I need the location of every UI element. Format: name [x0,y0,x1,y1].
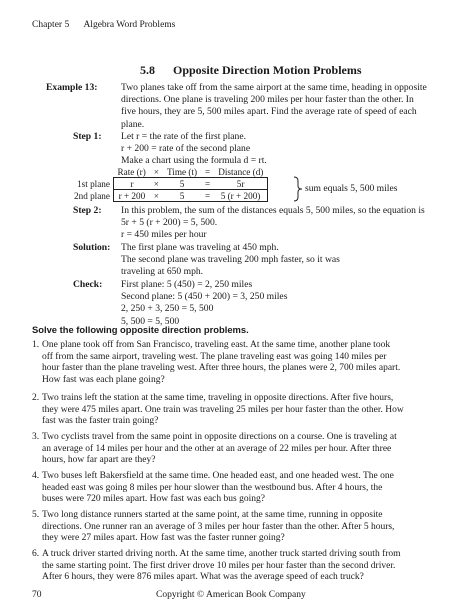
problem-line: How fast was each plane going? [42,374,165,385]
problem-number: 3. [32,432,40,442]
chart-cell: 5r [214,178,267,190]
chart-cell: r [113,178,149,190]
brace-note: sum equals 5, 500 miles [305,183,398,194]
chart-cell: = [201,190,214,202]
chart-cell: × [150,178,163,190]
problem-line: Two buses left Bakersfield at the same time. One headed east, and one headed west. The one [42,471,394,481]
problem-line: Two cyclists travel from the same point in opposite directions on a course. One is traveling at [42,432,397,442]
chart-cell: = [201,178,214,190]
running-header [32,20,175,30]
problem-line: they were 27 miles apart. How fast was the faster runner going? [42,533,285,544]
problem-line: Two long distance runners started at the same point, at the same time, running in opposite [42,510,383,520]
problem-item [32,432,452,467]
problem-line: buses were 720 miles apart. How fast was each bus going? [42,494,265,505]
problem-line: A truck driver started driving north. At the same time, another truck started driving south from [42,549,401,559]
problem-line: the same starting point. The first driver drove 10 miles per hour faster than the second driver. [42,560,396,571]
solution-line: The second plane was traveling 200 mph faster, so it was [121,254,340,266]
instructions-heading: Solve the following opposite direction problems. [32,324,249,335]
step1-line: Make a chart using the formula d = rt. [121,155,267,167]
chapter-title: Algebra Word Problems [83,20,176,30]
problem-number: 5. [32,510,40,520]
chart-cell: 5 [163,178,201,190]
chart-header: × [153,166,159,177]
example-label: Example 13: [46,82,98,93]
problem-number: 2. [32,393,40,403]
problem-line: hours, how far apart are they? [42,455,156,466]
copyright-notice: Copyright © American Book Company [156,590,306,600]
problem-number: 4. [32,471,40,481]
check-line: Second plane: 5 (450 + 200) = 3, 250 miles [121,291,288,303]
solution-text [121,242,340,279]
problem-line: off from the same airport, traveling west. The plane traveling east was going 140 miles per [42,351,387,362]
step2-line: In this problem, the sum of the distances equals 5, 500 miles, so the equation is [121,205,425,216]
section-number: 5.8 [140,63,155,77]
step2-label: Step 2: [73,205,102,216]
step2-text [121,205,425,242]
step2-line: 5r + 5 (r + 200) = 5, 500. [121,217,218,229]
problem-item [32,393,452,428]
chapter-label: Chapter 5 [32,20,70,30]
problem-line: directions. One runner ran an average of 3 miles per hour faster than the other. After 5 hours, [42,521,395,532]
problem-line: they were 475 miles apart. One train was traveling 25 miles per hour faster than the other. How [42,404,404,415]
problem-line: hour faster than the plane traveling west. After three hours, the planes were 2, 700 miles apart. [42,363,401,374]
example-line: directions. One plane is traveling 200 miles per hour faster than the other. In [121,94,414,106]
chart-cell: r + 200 [113,190,149,202]
step1-line: Let r = the rate of the first plane. [121,131,247,142]
example-text [121,82,427,131]
section-title [140,63,362,78]
step1-text [121,131,267,168]
example-line: five hours, they are 5, 500 miles apart. Find the average rate of speed of each [121,106,417,118]
step2-line: r = 450 miles per hour [121,229,207,241]
rate-chart [70,166,268,202]
check-line: First plane: 5 (450) = 2, 250 miles [121,279,253,290]
problem-item [32,340,452,386]
check-label: Check: [73,279,103,290]
solution-line: The first plane was traveling at 450 mph. [121,242,279,253]
example-line: plane. [121,118,145,130]
problem-number: 6. [32,549,40,559]
check-line: 2, 250 + 3, 250 = 5, 500 [121,303,214,315]
problem-line: headed east was going 8 miles per hour slower than the westbound bus. After 4 hours, the [42,482,383,493]
section-title-text: Opposite Direction Motion Problems [173,63,362,77]
chart-header: Time (t) [166,166,198,177]
chart-cell: 5 [163,190,201,202]
check-text [121,279,287,328]
problem-line: One plane took off from San Francisco, traveling east. At the same time, another plane took [42,340,391,350]
example-line: Two planes take off from the same airport at the same time, heading in opposite [121,82,427,93]
chart-header: = [205,166,211,177]
problem-item [32,510,452,545]
problem-line: After 6 hours, they were 876 miles apart. What was the average speed of each truck? [42,572,364,583]
chart-header: Distance (d) [218,166,264,177]
chart-cell: 5 (r + 200) [214,190,267,202]
step1-label: Step 1: [73,131,102,142]
problem-number: 1. [32,340,40,350]
step1-line: r + 200 = rate of the second plane [121,143,251,155]
chart-row-label: 1st plane [77,178,110,189]
solution-line: traveling at 650 mph. [121,266,204,278]
problem-item [32,471,452,506]
chart-cell: × [150,190,163,202]
problem-item [32,549,452,584]
problem-line: an average of 14 miles per hour and the other at an average of 22 miles per hour. After three [42,443,392,454]
solution-label: Solution: [73,242,111,253]
problem-line: Two trains left the station at the same time, traveling in opposite directions. After five hours, [42,393,394,403]
problem-line: fast was the faster train going? [42,416,159,427]
page-number: 70 [32,590,42,600]
chart-row-label: 2nd plane [74,190,110,201]
chart-header: Rate (r) [117,166,146,177]
check-line: 5, 500 = 5, 500 [121,315,180,327]
right-brace-icon [293,176,303,202]
